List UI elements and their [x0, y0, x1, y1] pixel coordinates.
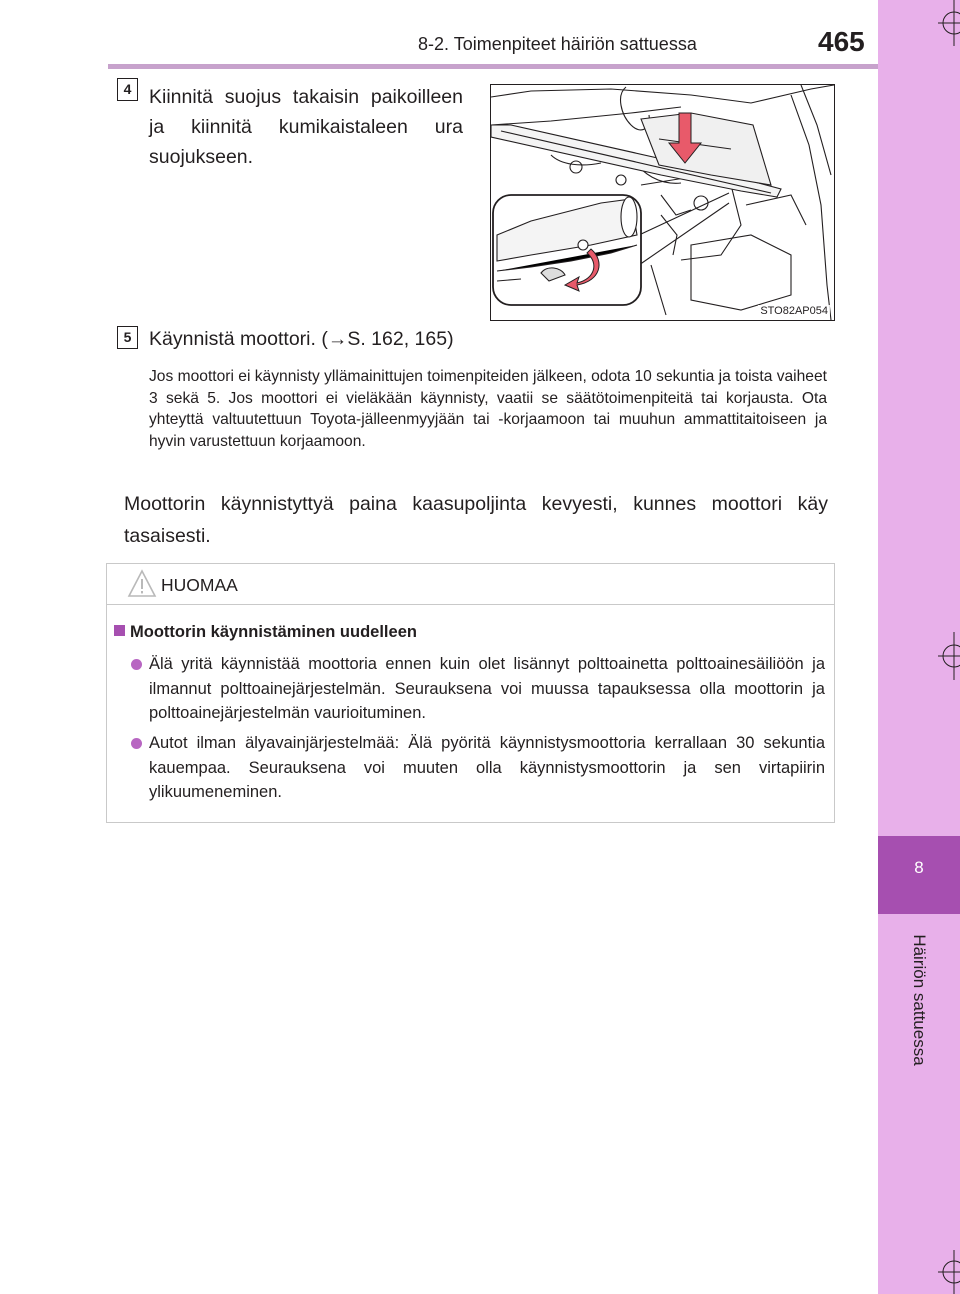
- notice-title: HUOMAA: [161, 575, 238, 595]
- crop-mark-top-icon: [932, 0, 960, 46]
- notice-subheading: [114, 623, 417, 642]
- bullet-dot-icon: [131, 738, 142, 749]
- step-4-illustration: [490, 84, 835, 321]
- step-number-5: 5: [117, 326, 138, 349]
- notice-subheading-text: Moottorin käynnistäminen uudelleen: [130, 623, 417, 641]
- step-5-text: Käynnistä moottori. (→S. 162, 165): [149, 328, 454, 350]
- windshield-cowl-icon: [491, 85, 834, 320]
- figure-code: STO82AP054: [760, 305, 828, 317]
- step-4-text: Kiinnitä suojus takaisin paikoilleen ja kiinnitä kumikaistaleen ura suojukseen.: [149, 86, 463, 168]
- step-number-4: 4: [117, 78, 138, 101]
- page-number: 465: [818, 26, 865, 57]
- after-start-paragraph: Moottorin käynnistyttyä paina kaasupoljinta kevyesti, kunnes moottori käy tasaisesti.: [124, 493, 828, 547]
- bullet-dot-icon: [131, 659, 142, 670]
- header-rule: [108, 64, 878, 69]
- notice-item-1: Älä yritä käynnistää moottoria ennen kuin olet lisännyt polttoainetta polttoainesäiliöön ja ilmannut polttoainejärjestelmän. Seurauksena voi muussa tapauksessa olla moottorin ja polttoainejärjestelmän vaurioituminen.: [149, 655, 825, 722]
- chapter-label: Häiriön sattuessa: [910, 934, 929, 1066]
- chapter-number: 8: [914, 858, 924, 877]
- square-bullet-icon: [114, 625, 125, 636]
- section-title: 8-2. Toimenpiteet häiriön sattuessa: [418, 34, 697, 54]
- step-5-note: Jos moottori ei käynnisty yllämainittujen toimenpiteiden jälkeen, odota 10 sekuntia ja toista vaiheet 3 sekä 5. Jos moottori ei vieläkään käynnisty, vaatii se säätötoimenpiteitä tai korjausta. Ota yhteyttä valtuutettuun Toyota-jälleenmyyjään tai -korjaamoon tai muuhun ammattitaitoiseen ja hyvin varustettuun korjaamoon.: [149, 368, 827, 450]
- notice-header: [107, 564, 834, 605]
- notice-item-2: Autot ilman älyavainjärjestelmää: Älä pyöritä käynnistysmoottoria kerrallaan 30 sekuntia kauempaa. Seurauksena voi muuten olla käynnistysmoottorin ja sen virtapiirin ylikuumeneminen.: [149, 734, 825, 801]
- crop-mark-middle-icon: [932, 632, 960, 680]
- crop-mark-bottom-icon: [932, 1250, 960, 1294]
- warning-triangle-icon: [127, 569, 157, 598]
